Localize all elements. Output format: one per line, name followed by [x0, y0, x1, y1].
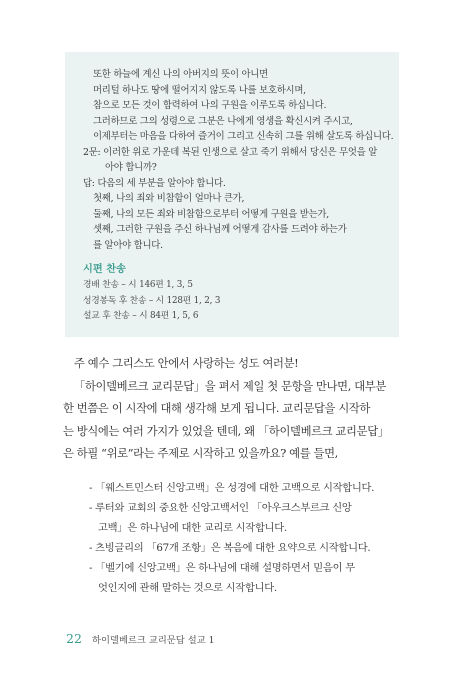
list-item-cont: 엇인지에 관해 말하는 것으로 시작합니다.	[98, 581, 277, 594]
page-number: 22	[66, 631, 82, 646]
answer-line: 셋째, 그러한 구원을 주신 하나님께 어떻게 감사를 드려야 하는가	[93, 224, 347, 235]
box-line: 참으로 모든 것이 합력하여 나의 구원을 이루도록 하십니다.	[93, 100, 327, 111]
box-line: 그러하므로 그의 성령으로 그분은 나에게 영생을 확신시켜 주시고,	[93, 115, 353, 127]
list-item: - 루터와 교회의 중요한 신앙고백서인 「아우크스부르크 신앙	[89, 501, 352, 514]
psalm-item: 성경봉독 후 찬송 – 시 128편 1, 2, 3	[83, 295, 221, 306]
psalm-heading: 시편 찬송	[83, 264, 126, 275]
list-item: - 츠빙글리의 「67개 조항」은 복음에 대한 요약으로 시작합니다.	[89, 541, 371, 554]
paragraph-line: 주 예수 그리스도 안에서 사랑하는 성도 여러분!	[74, 357, 299, 370]
confession-list	[63, 478, 408, 598]
answer-line: 둘째, 나의 모든 죄와 비참함으로부터 어떻게 구원을 받는가,	[93, 208, 329, 220]
running-head: 하이델베르크 교리문답 설교 1	[92, 635, 215, 646]
question-2-cont: 아야 합니까?	[105, 162, 157, 173]
psalm-item: 경배 찬송 – 시 146편 1, 3, 5	[83, 280, 193, 290]
answer-2: 답: 다음의 세 부분을 알아야 합니다.	[83, 177, 226, 189]
answer-line: 를 알아야 합니다.	[93, 239, 163, 251]
question-2: 2문: 이러한 위로 가운데 복된 인생으로 살고 죽기 위해서 당신은 무엇을 알	[83, 146, 378, 158]
list-item-cont: 고백」은 하나님에 대한 교리로 시작합니다.	[98, 521, 287, 534]
highlight-box	[65, 52, 399, 337]
box-line: 머리털 하나도 땅에 떨어지지 않도록 나를 보호하시며,	[93, 84, 306, 96]
box-line: 이제부터는 마음을 다하여 즐거이 그리고 신속히 그를 위해 살도록 하십니다.	[93, 131, 394, 142]
paragraph-line: 는 방식에는 여러 가지가 있었을 텐데, 왜 「하이델베르크 교리문답」	[63, 424, 389, 438]
sermon-body	[63, 353, 408, 598]
psalm-item: 설교 후 찬송 – 시 84편 1, 5, 6	[83, 311, 199, 321]
paragraph-line: 「하이델베르크 교리문답」을 펴서 제일 첫 문항을 만나면, 대부분	[74, 379, 386, 393]
page-footer	[66, 628, 215, 647]
box-line: 또한 하늘에 계신 나의 아버지의 뜻이 아니면	[93, 69, 268, 80]
paragraph-line: 은 하필 “위로”라는 주제로 시작하고 있을까요? 예를 들면,	[63, 447, 338, 460]
list-item: - 「웨스트민스터 신앙고백」은 성경에 대한 고백으로 시작합니다.	[89, 481, 375, 494]
answer-line: 첫째, 나의 죄와 비참함이 얼마나 큰가,	[93, 193, 245, 204]
list-item: - 「벨기에 신앙고백」은 하나님에 대해 설명하면서 믿음이 무	[89, 561, 355, 574]
paragraph-line: 한 번쯤은 이 시작에 대해 생각해 보게 됩니다. 교리문답을 시작하	[63, 402, 371, 415]
